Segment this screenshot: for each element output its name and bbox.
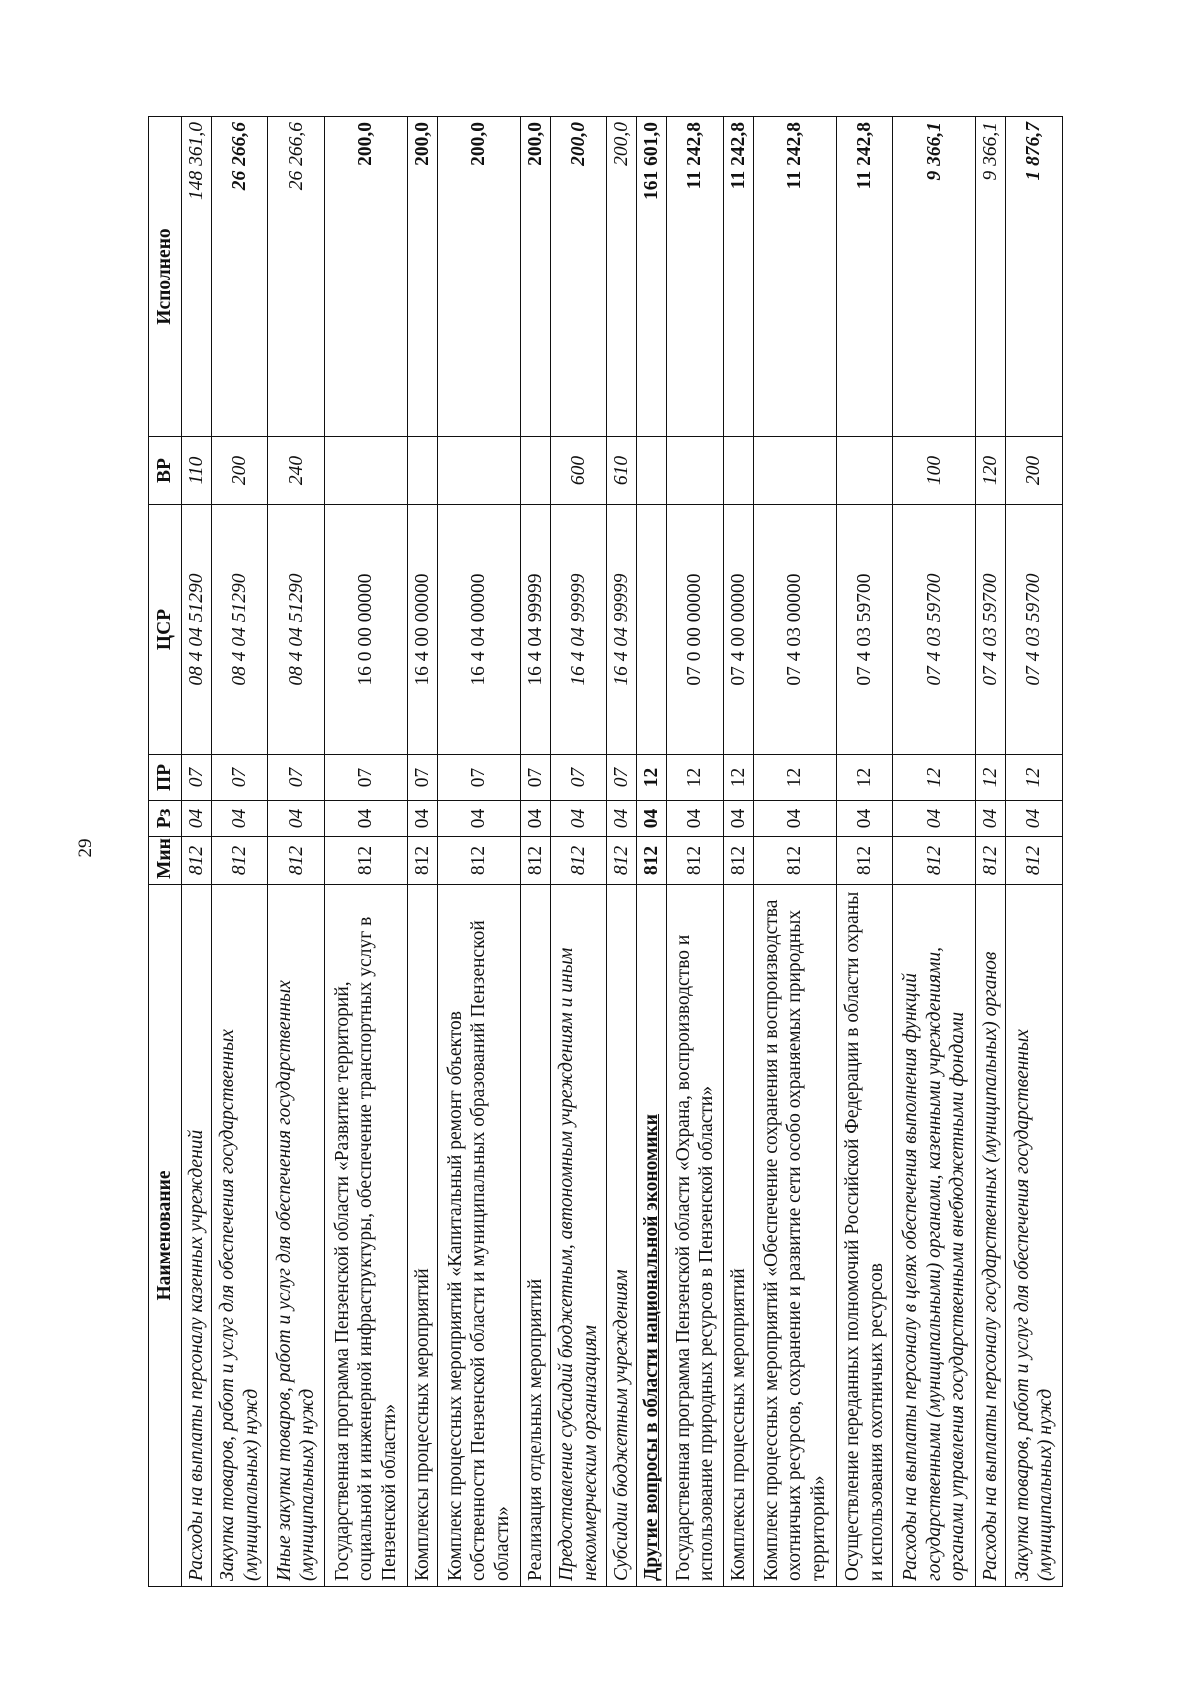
row-min: 812	[607, 837, 637, 885]
row-name: Расходы на выплаты персоналу казенных учреждений	[182, 885, 212, 1587]
row-csr: 07 4 03 59700	[893, 505, 976, 755]
row-pr: 07	[211, 755, 268, 801]
row-pr: 07	[182, 755, 212, 801]
row-rz: 04	[723, 801, 753, 837]
table-row	[211, 117, 268, 1587]
row-csr: 16 0 00 00000	[324, 505, 407, 755]
row-executed: 9 366,1	[893, 117, 976, 437]
table-body	[182, 117, 1063, 1587]
row-pr: 07	[521, 755, 551, 801]
table-row	[1006, 117, 1063, 1587]
row-executed: 1 876,7	[1006, 117, 1063, 437]
row-csr: 08 4 04 51290	[182, 505, 212, 755]
row-executed: 9 366,1	[976, 117, 1006, 437]
row-csr: 07 4 03 00000	[753, 505, 836, 755]
row-rz: 04	[836, 801, 893, 837]
row-executed: 200,0	[550, 117, 607, 437]
table-row	[637, 117, 667, 1587]
row-name: Закупка товаров, работ и услуг для обеспечения государственных (муниципальных) нужд	[1006, 885, 1063, 1587]
row-vr: 200	[1006, 437, 1063, 505]
row-vr: 100	[893, 437, 976, 505]
row-pr: 07	[437, 755, 520, 801]
row-csr: 16 4 00 00000	[408, 505, 438, 755]
row-pr: 12	[1006, 755, 1063, 801]
row-min: 812	[723, 837, 753, 885]
row-csr: 07 4 03 59700	[1006, 505, 1063, 755]
table-row	[607, 117, 637, 1587]
row-vr	[637, 437, 667, 505]
header-min: Мин	[149, 837, 182, 885]
row-min: 812	[1006, 837, 1063, 885]
row-vr	[836, 437, 893, 505]
row-min: 812	[836, 837, 893, 885]
row-min: 812	[893, 837, 976, 885]
table-row	[408, 117, 438, 1587]
row-executed: 11 242,8	[836, 117, 893, 437]
row-rz: 04	[437, 801, 520, 837]
table-row	[723, 117, 753, 1587]
row-rz: 04	[1006, 801, 1063, 837]
header-name: Наименование	[149, 885, 182, 1587]
row-pr: 07	[550, 755, 607, 801]
row-vr	[324, 437, 407, 505]
row-csr: 16 4 04 99999	[550, 505, 607, 755]
row-rz: 04	[667, 801, 724, 837]
table-row	[521, 117, 551, 1587]
row-name: Осуществление переданных полномочий Российской Федерации в области охраны и использования охотничьих ресурсов	[836, 885, 893, 1587]
row-pr: 07	[324, 755, 407, 801]
row-rz: 04	[268, 801, 325, 837]
table-row	[753, 117, 836, 1587]
row-csr: 16 4 04 99999	[607, 505, 637, 755]
row-csr: 16 4 04 00000	[437, 505, 520, 755]
table-row	[667, 117, 724, 1587]
table-row	[550, 117, 607, 1587]
row-rz: 04	[893, 801, 976, 837]
row-vr	[667, 437, 724, 505]
table-row	[836, 117, 893, 1587]
row-csr	[637, 505, 667, 755]
row-min: 812	[268, 837, 325, 885]
row-min: 812	[521, 837, 551, 885]
row-csr: 07 0 00 00000	[667, 505, 724, 755]
row-csr: 08 4 04 51290	[211, 505, 268, 755]
row-name: Государственная программа Пензенской области «Развитие территорий, социальной и инженерной инфраструктуры, обеспечение транспортных услуг в Пензенской области»	[324, 885, 407, 1587]
row-min: 812	[211, 837, 268, 885]
row-executed: 11 242,8	[667, 117, 724, 437]
row-name: Субсидии бюджетным учреждениям	[607, 885, 637, 1587]
row-rz: 04	[408, 801, 438, 837]
row-pr: 12	[836, 755, 893, 801]
rotated-table-container	[148, 117, 1063, 1587]
header-vr: ВР	[149, 437, 182, 505]
row-min: 812	[437, 837, 520, 885]
budget-table	[148, 116, 1063, 1587]
row-rz: 04	[211, 801, 268, 837]
row-name: Расходы на выплаты персоналу в целях обеспечения выполнения функций государственными (муниципальными) органами, казенными учреждениями, органами управления государственными внебюджетными фондами	[893, 885, 976, 1587]
table-header	[149, 117, 182, 1587]
header-rz: Рз	[149, 801, 182, 837]
table-row	[268, 117, 325, 1587]
row-vr: 600	[550, 437, 607, 505]
row-min: 812	[408, 837, 438, 885]
row-vr	[521, 437, 551, 505]
row-name: Комплекс процессных мероприятий «Капитальный ремонт объектов собственности Пензенской области и муниципальных образований Пензенской области»	[437, 885, 520, 1587]
row-rz: 04	[607, 801, 637, 837]
table-row	[324, 117, 407, 1587]
row-min: 812	[324, 837, 407, 885]
row-vr	[753, 437, 836, 505]
row-name: Закупка товаров, работ и услуг для обеспечения государственных (муниципальных) нужд	[211, 885, 268, 1587]
row-pr: 12	[753, 755, 836, 801]
row-csr: 07 4 03 59700	[836, 505, 893, 755]
row-executed: 200,0	[607, 117, 637, 437]
row-vr	[408, 437, 438, 505]
header-executed: Исполнено	[149, 117, 182, 437]
row-name: Расходы на выплаты персоналу государственных (муниципальных) органов	[976, 885, 1006, 1587]
row-executed: 26 266,6	[268, 117, 325, 437]
row-executed: 161 601,0	[637, 117, 667, 437]
table-row	[976, 117, 1006, 1587]
page-number: 29	[75, 838, 96, 858]
row-min: 812	[637, 837, 667, 885]
row-pr: 12	[893, 755, 976, 801]
row-name: Предоставление субсидий бюджетным, автономным учреждениям и иным некоммерческим организациям	[550, 885, 607, 1587]
row-name: Реализация отдельных мероприятий	[521, 885, 551, 1587]
row-min: 812	[753, 837, 836, 885]
row-executed: 200,0	[437, 117, 520, 437]
row-executed: 11 242,8	[723, 117, 753, 437]
row-executed: 26 266,6	[211, 117, 268, 437]
row-name: Комплекс процессных мероприятий «Обеспечение сохранения и воспроизводства охотничьих ресурсов, сохранение и развитие сети особо охраняемых природных территорий»	[753, 885, 836, 1587]
row-rz: 04	[753, 801, 836, 837]
row-pr: 12	[667, 755, 724, 801]
row-pr: 12	[637, 755, 667, 801]
row-pr: 12	[976, 755, 1006, 801]
row-csr: 08 4 04 51290	[268, 505, 325, 755]
row-min: 812	[550, 837, 607, 885]
row-vr: 240	[268, 437, 325, 505]
row-rz: 04	[637, 801, 667, 837]
header-csr: ЦСР	[149, 505, 182, 755]
row-name: Государственная программа Пензенской области «Охрана, воспроизводство и использование природных ресурсов в Пензенской области»	[667, 885, 724, 1587]
row-rz: 04	[550, 801, 607, 837]
row-vr: 610	[607, 437, 637, 505]
row-name: Иные закупки товаров, работ и услуг для обеспечения государственных (муниципальных) нужд	[268, 885, 325, 1587]
row-executed: 200,0	[521, 117, 551, 437]
row-csr: 07 4 00 00000	[723, 505, 753, 755]
row-vr: 110	[182, 437, 212, 505]
row-executed: 11 242,8	[753, 117, 836, 437]
row-rz: 04	[521, 801, 551, 837]
row-pr: 07	[408, 755, 438, 801]
header-pr: ПР	[149, 755, 182, 801]
row-name: Комплексы процессных мероприятий	[408, 885, 438, 1587]
row-min: 812	[667, 837, 724, 885]
row-pr: 07	[607, 755, 637, 801]
row-csr: 07 4 03 59700	[976, 505, 1006, 755]
row-vr: 120	[976, 437, 1006, 505]
row-name: Комплексы процессных мероприятий	[723, 885, 753, 1587]
table-row	[182, 117, 212, 1587]
row-pr: 12	[723, 755, 753, 801]
row-pr: 07	[268, 755, 325, 801]
row-rz: 04	[324, 801, 407, 837]
row-vr: 200	[211, 437, 268, 505]
row-min: 812	[182, 837, 212, 885]
row-executed: 148 361,0	[182, 117, 212, 437]
row-min: 812	[976, 837, 1006, 885]
row-rz: 04	[182, 801, 212, 837]
row-executed: 200,0	[408, 117, 438, 437]
row-vr	[723, 437, 753, 505]
row-executed: 200,0	[324, 117, 407, 437]
table-row	[437, 117, 520, 1587]
row-rz: 04	[976, 801, 1006, 837]
row-vr	[437, 437, 520, 505]
row-name: Другие вопросы в области национальной экономики	[637, 885, 667, 1587]
table-row	[893, 117, 976, 1587]
row-csr: 16 4 04 99999	[521, 505, 551, 755]
